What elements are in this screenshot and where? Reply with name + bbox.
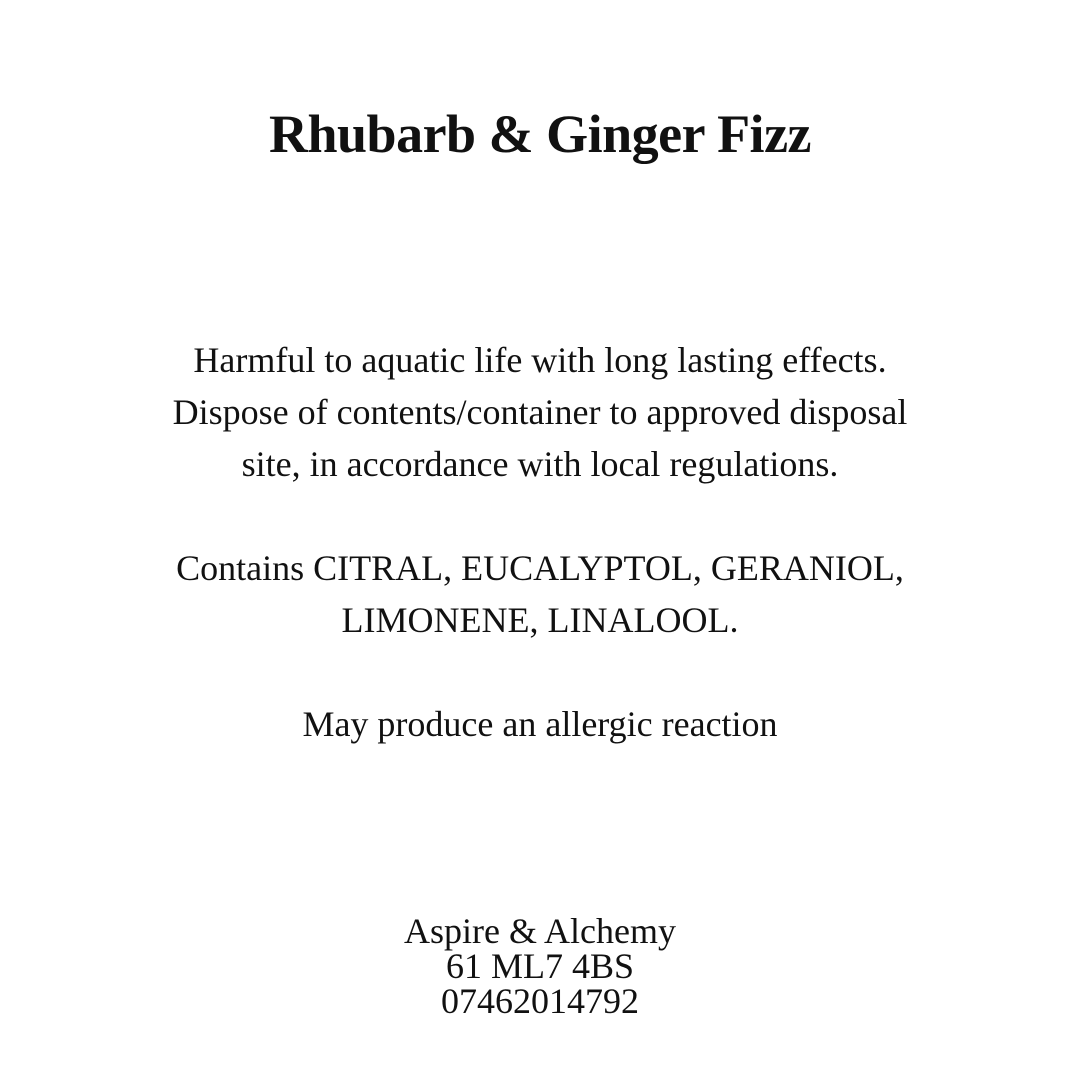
hazard-line: Harmful to aquatic life with long lasting effects. (193, 340, 887, 380)
product-title: Rhubarb & Ginger Fizz (269, 104, 811, 164)
company-phone: 07462014792 (441, 981, 639, 1021)
hazard-line: Dispose of contents/container to approved disposal (172, 392, 908, 432)
company-address: 61 ML7 4BS (445, 946, 635, 986)
allergy-warning (110, 698, 970, 750)
hazard-line: site, in accordance with local regulations. (241, 444, 839, 484)
hazard-statement (110, 334, 970, 490)
contains-line: Contains CITRAL, EUCALYPTOL, GERANIOL, (176, 548, 904, 588)
supplier-contact (0, 911, 1080, 1021)
allergen-contents (110, 542, 970, 646)
company-name: Aspire & Alchemy (404, 911, 676, 951)
contains-line: LIMONENE, LINALOOL. (341, 600, 739, 640)
allergy-text: May produce an allergic reaction (302, 704, 778, 744)
